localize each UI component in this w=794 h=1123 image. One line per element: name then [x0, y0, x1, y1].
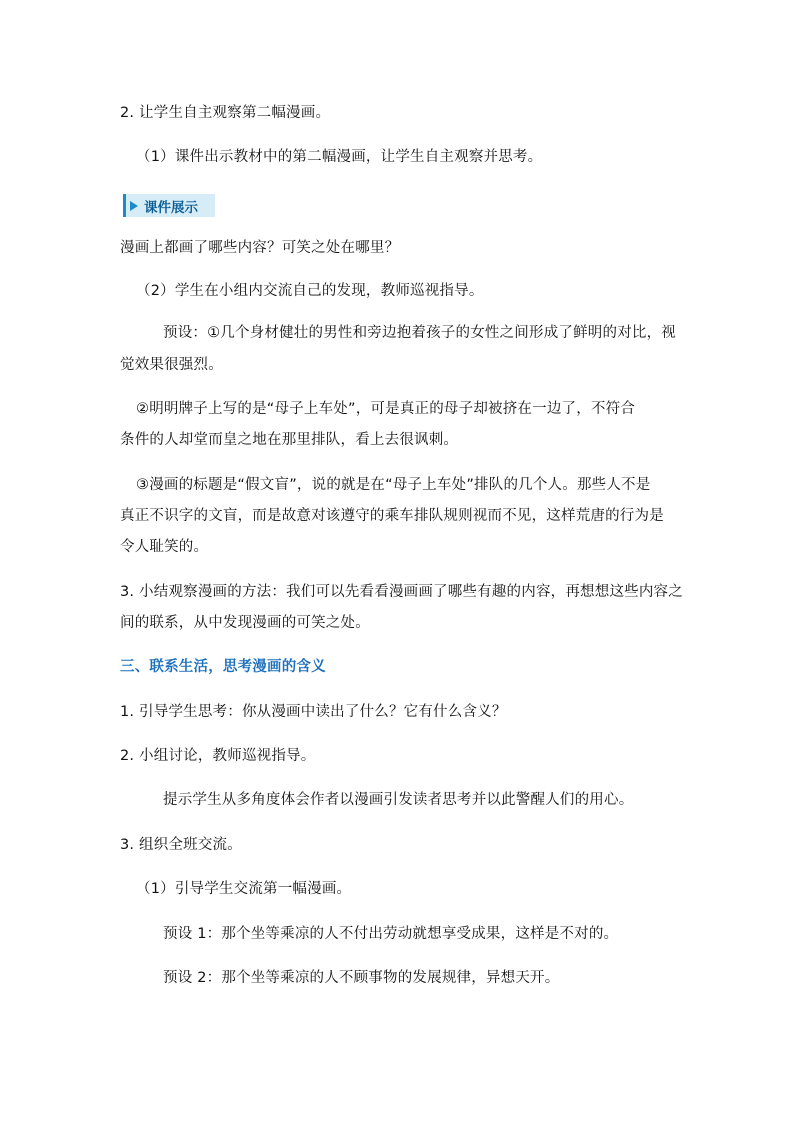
section3-step-3-1: （1）引导学生交流第一幅漫画。: [136, 881, 352, 897]
section3-step-3: 3. 组织全班交流。: [120, 837, 242, 853]
preset-2-line-1: ②明明牌子上写的是“母子上车处”，可是真正的母子却被挤在一边了，不符合: [136, 401, 636, 417]
section3-step-1: 1. 引导学生思考：你从漫画中读出了什么？它有什么含义？: [120, 704, 507, 720]
section-heading: 三、联系生活，思考漫画的含义: [120, 659, 326, 675]
preset-3-line-1: ③漫画的标题是“假文盲”，说的就是在“母子上车处”排队的几个人。那些人不是: [136, 477, 651, 493]
preset-a-text: 预设 1：那个坐等乘凉的人不付出劳动就想享受成果，这样是不对的。: [163, 926, 619, 942]
summary-line-1: 3. 小结观察漫画的方法：我们可以先看看漫画画了哪些有趣的内容，再想想这些内容之: [120, 584, 683, 600]
preset-3-line-3: 令人耻笑的。: [120, 539, 209, 555]
courseware-badge: [123, 194, 215, 217]
hint-text: 提示学生从多角度体会作者以漫画引发读者思考并以此警醒人们的用心。: [163, 792, 634, 808]
preset-3-line-2: 真正不识字的文盲，而是故意对该遵守的乘车排队规则视而不见，这样荒唐的行为是: [120, 508, 664, 524]
step-2-text: 2. 让学生自主观察第二幅漫画。: [120, 105, 331, 121]
preset-1-line-2: 觉效果很强烈。: [120, 357, 223, 373]
preset-1-line-1: 预设：①几个身材健壮的男性和旁边抱着孩子的女性之间形成了鲜明的对比，视: [163, 325, 676, 341]
preset-2-line-2: 条件的人却堂而皇之地在那里排队，看上去很讽刺。: [120, 432, 459, 448]
courseware-badge-label: 课件展示: [144, 199, 198, 216]
step-2-2-text: （2）学生在小组内交流自己的发现，教师巡视指导。: [136, 283, 484, 299]
section3-step-2: 2. 小组讨论，教师巡视指导。: [120, 748, 316, 764]
summary-line-2: 间的联系，从中发现漫画的可笑之处。: [120, 615, 370, 631]
play-arrow-icon: [130, 201, 138, 211]
question-text: 漫画上都画了哪些内容？可笑之处在哪里？: [120, 240, 400, 256]
preset-b-text: 预设 2：那个坐等乘凉的人不顾事物的发展规律，异想天开。: [163, 970, 560, 986]
step-2-1-text: （1）课件出示教材中的第二幅漫画，让学生自主观察并思考。: [136, 149, 543, 165]
